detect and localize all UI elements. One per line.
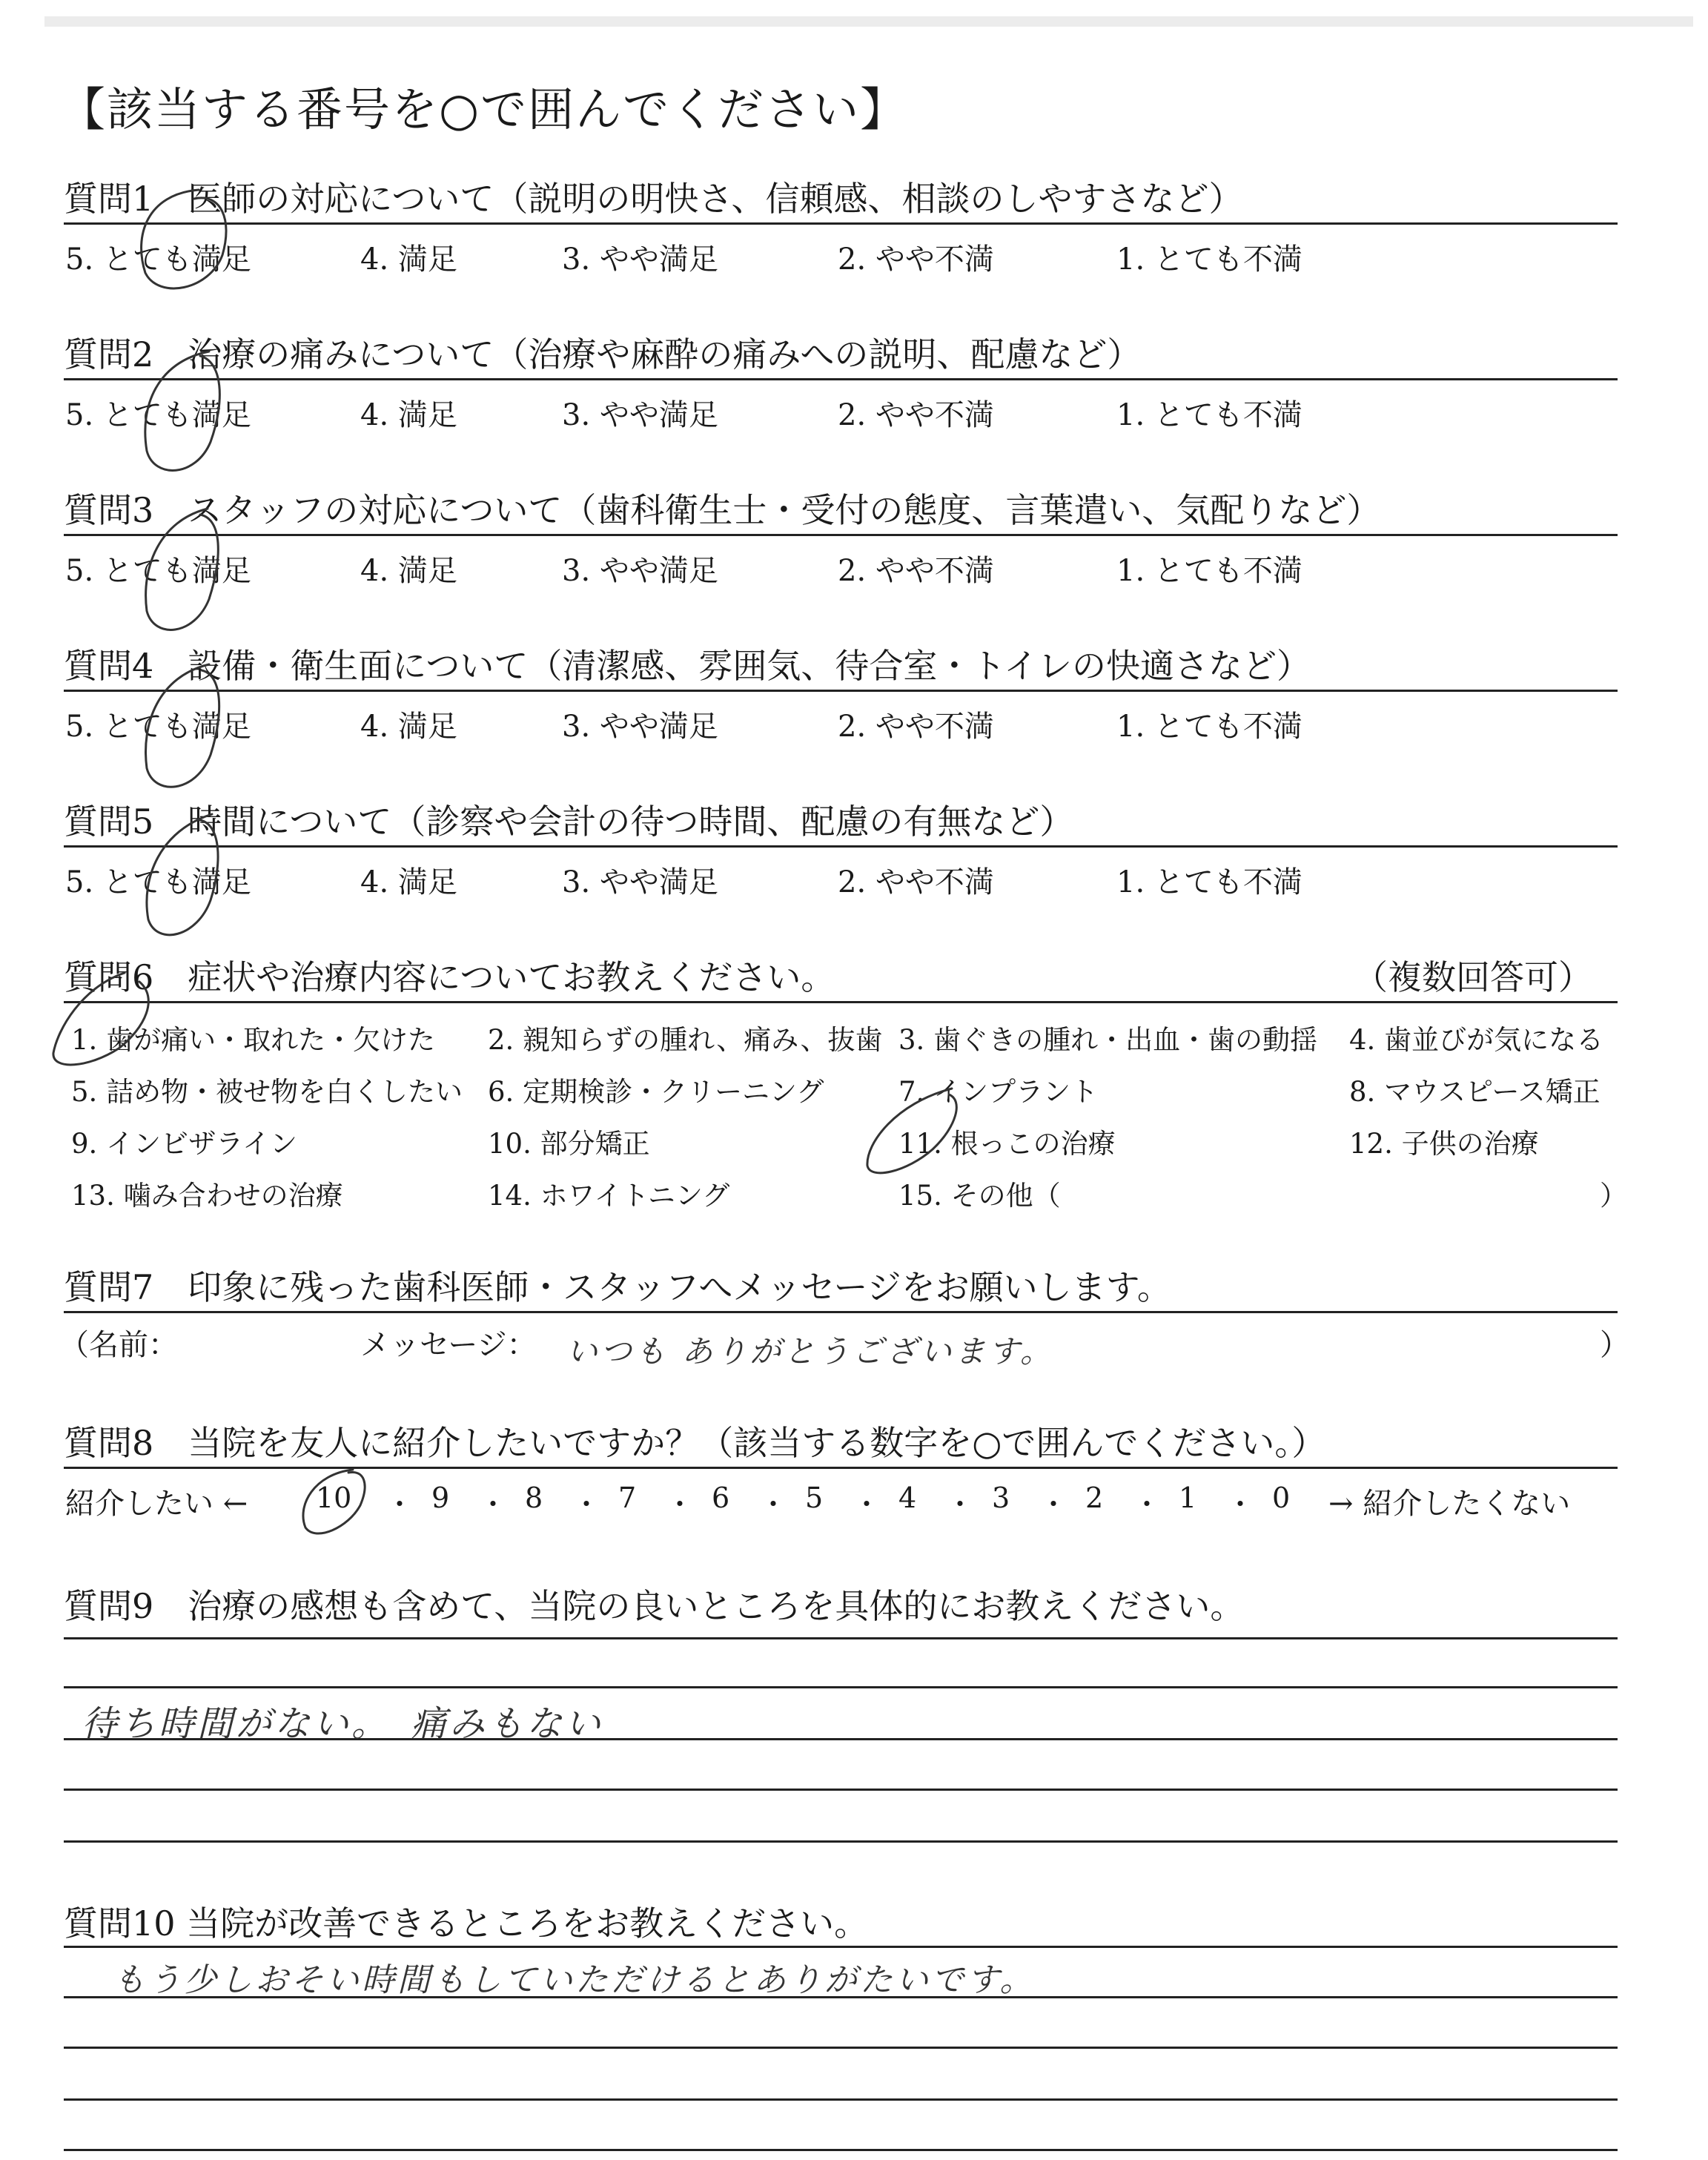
- rating-option-1[interactable]: 1. とても不満: [1116, 398, 1302, 432]
- score-1[interactable]: 1: [1179, 1482, 1197, 1514]
- score-sep: ・: [946, 1488, 975, 1521]
- question-2-title: 質問2 治療の痛みについて（治療や麻酔の痛みへの説明、配慮など）: [64, 334, 1142, 374]
- handwritten-improvements: もう少しおそい時間もしていただけるとありがたいです。: [113, 1961, 1036, 1999]
- score-sep: ・: [1039, 1488, 1068, 1521]
- rating-option-1[interactable]: 1. とても不満: [1116, 865, 1302, 899]
- pen-circle-q4: [146, 664, 219, 787]
- symptom-option-14[interactable]: 14. ホワイトニング: [488, 1180, 730, 1212]
- pen-circle-q3: [146, 509, 219, 630]
- symptom-option-2[interactable]: 2. 親知らずの腫れ、痛み、抜歯: [488, 1024, 883, 1056]
- score-0[interactable]: 0: [1272, 1482, 1291, 1514]
- close-paren: ）: [1600, 1328, 1629, 1362]
- handwritten-message: いつも ありがとうございます。: [566, 1333, 1054, 1370]
- pen-circle-q6-option-1: [53, 973, 148, 1065]
- rating-option-5[interactable]: 5. とても満足: [65, 242, 251, 277]
- score-9[interactable]: 9: [431, 1482, 450, 1514]
- rating-option-1[interactable]: 1. とても不満: [1116, 554, 1302, 588]
- symptom-option-8[interactable]: 8. マウスピース矯正: [1349, 1076, 1601, 1108]
- pen-circle-q2: [145, 351, 220, 470]
- score-8[interactable]: 8: [525, 1482, 543, 1514]
- score-sep: ・: [853, 1488, 881, 1521]
- rating-option-2[interactable]: 2. やや不満: [838, 865, 994, 899]
- symptom-option-12[interactable]: 12. 子供の治療: [1349, 1128, 1539, 1160]
- score-6[interactable]: 6: [712, 1482, 730, 1514]
- rating-option-4[interactable]: 4. 満足: [360, 710, 457, 744]
- form-title: 【該当する番号を○で囲んでください】: [59, 82, 908, 136]
- close-paren: ）: [1600, 1180, 1627, 1212]
- rating-option-4[interactable]: 4. 満足: [360, 398, 457, 432]
- question-10-title: 質問10 当院が改善できるところをお教えください。: [64, 1903, 869, 1943]
- question-6-title: 質問6 症状や治療内容についてお教えください。: [64, 957, 835, 997]
- name-label: （名前：: [59, 1328, 178, 1362]
- question-9-title: 質問9 治療の感想も含めて、当院の良いところを具体的にお教えください。: [64, 1586, 1245, 1626]
- rating-option-5[interactable]: 5. とても満足: [65, 865, 251, 899]
- rating-option-5[interactable]: 5. とても満足: [65, 398, 251, 432]
- rating-option-4[interactable]: 4. 満足: [360, 554, 457, 588]
- message-label: メッセージ：: [360, 1328, 537, 1362]
- handwritten-good-points: 待ち時間がない。 痛みもない: [82, 1703, 604, 1745]
- symptom-option-7[interactable]: 7. インプラント: [898, 1076, 1099, 1108]
- pen-circle-q6-option-11: [867, 1089, 956, 1173]
- score-sep: ・: [1226, 1488, 1255, 1521]
- score-sep: ・: [385, 1488, 414, 1521]
- rating-option-2[interactable]: 2. やや不満: [838, 398, 994, 432]
- symptom-option-13[interactable]: 13. 噛み合わせの治療: [71, 1180, 343, 1212]
- rating-option-3[interactable]: 3. やや満足: [562, 242, 718, 277]
- score-3[interactable]: 3: [992, 1482, 1010, 1514]
- pen-circle-q8-score-10: [303, 1470, 365, 1533]
- question-4-title: 質問4 設備・衛生面について（清潔感、雰囲気、待合室・トイレの快適さなど）: [64, 646, 1311, 686]
- symptom-option-11[interactable]: 11. 根っこの治療: [898, 1128, 1116, 1160]
- symptom-option-4[interactable]: 4. 歯並びが気になる: [1349, 1024, 1604, 1056]
- rating-option-3[interactable]: 3. やや満足: [562, 865, 718, 899]
- rating-option-2[interactable]: 2. やや不満: [838, 554, 994, 588]
- score-sep: ・: [666, 1488, 695, 1521]
- recommend-right-label: → 紹介したくない: [1328, 1487, 1571, 1521]
- score-10[interactable]: 10: [316, 1482, 352, 1514]
- score-4[interactable]: 4: [898, 1482, 917, 1514]
- symptom-option-1[interactable]: 1. 歯が痛い・取れた・欠けた: [71, 1024, 436, 1056]
- rating-option-3[interactable]: 3. やや満足: [562, 710, 718, 744]
- multiple-answer-note: （複数回答可）: [1354, 957, 1592, 997]
- score-sep: ・: [479, 1488, 508, 1521]
- score-sep: ・: [759, 1488, 788, 1521]
- rating-option-5[interactable]: 5. とても満足: [65, 710, 251, 744]
- pen-circle-q5: [147, 814, 218, 935]
- score-2[interactable]: 2: [1085, 1482, 1104, 1514]
- symptom-option-15[interactable]: 15. その他（: [898, 1180, 1061, 1212]
- recommend-left-label: 紹介したい ←: [65, 1487, 248, 1521]
- rating-option-4[interactable]: 4. 満足: [360, 865, 457, 899]
- score-5[interactable]: 5: [805, 1482, 824, 1514]
- question-7-title: 質問7 印象に残った歯科医師・スタッフへメッセージをお願いします。: [64, 1267, 1171, 1307]
- question-1-title: 質問1 医師の対応について（説明の明快さ、信頼感、相談のしやすさなど）: [64, 179, 1243, 219]
- pen-circle-q1: [142, 190, 226, 288]
- symptom-option-5[interactable]: 5. 詰め物・被せ物を白くしたい: [71, 1076, 463, 1108]
- rating-option-5[interactable]: 5. とても満足: [65, 554, 251, 588]
- rating-option-2[interactable]: 2. やや不満: [838, 710, 994, 744]
- score-7[interactable]: 7: [618, 1482, 637, 1514]
- rating-option-3[interactable]: 3. やや満足: [562, 554, 718, 588]
- rating-option-1[interactable]: 1. とても不満: [1116, 242, 1302, 277]
- score-sep: ・: [572, 1488, 601, 1521]
- rating-option-3[interactable]: 3. やや満足: [562, 398, 718, 432]
- symptom-option-3[interactable]: 3. 歯ぐきの腫れ・出血・歯の動揺: [898, 1024, 1318, 1056]
- question-3-title: 質問3 スタッフの対応について（歯科衛生士・受付の態度、言葉遣い、気配りなど）: [64, 490, 1381, 530]
- rating-option-4[interactable]: 4. 満足: [360, 242, 457, 277]
- question-5-title: 質問5 時間について（診察や会計の待つ時間、配慮の有無など）: [64, 802, 1074, 842]
- rating-option-2[interactable]: 2. やや不満: [838, 242, 994, 277]
- rating-option-1[interactable]: 1. とても不満: [1116, 710, 1302, 744]
- symptom-option-6[interactable]: 6. 定期検診・クリーニング: [488, 1076, 824, 1108]
- symptom-option-9[interactable]: 9. インビザライン: [71, 1128, 297, 1160]
- score-sep: ・: [1133, 1488, 1162, 1521]
- question-8-title: 質問8 当院を友人に紹介したいですか？（該当する数字を○で囲んでください。）: [64, 1423, 1326, 1463]
- symptom-option-10[interactable]: 10. 部分矯正: [488, 1128, 650, 1160]
